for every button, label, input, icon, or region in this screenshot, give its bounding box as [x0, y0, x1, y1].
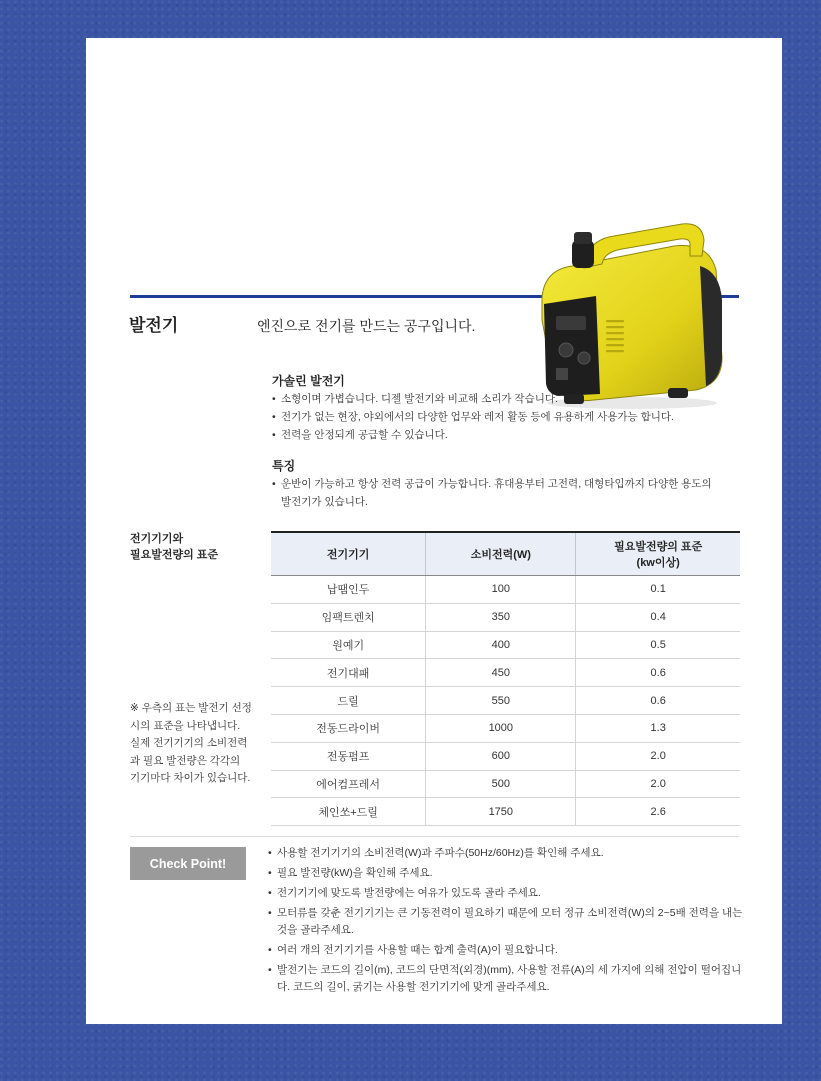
list-item: • 사용할 전기기기의 소비전력(W)과 주파수(50Hz/60Hz)를 확인해 주세요.	[268, 845, 743, 862]
cell-kw: 0.6	[576, 687, 740, 715]
cell-device: 드릴	[271, 687, 426, 715]
cell-watts: 550	[426, 687, 576, 715]
table-row	[271, 770, 740, 798]
section-divider	[130, 836, 739, 837]
list-item: • 소형이며 가볍습니다. 디젤 발전기와 비교해 소리가 작습니다.	[272, 390, 732, 408]
cell-device: 에어컴프레서	[271, 770, 426, 798]
list-item: • 운반이 가능하고 항상 전력 공급이 가능합니다. 휴대용부터 고전력, 대형타입까지 다양한 용도의 발전기가 있습니다.	[272, 475, 712, 511]
cell-device: 체인쏘+드릴	[271, 798, 426, 826]
features-list	[272, 475, 712, 511]
header-required	[576, 532, 740, 576]
list-item: • 모터류를 갖춘 전기기기는 큰 기동전력이 필요하기 때문에 모터 정규 소비전력(W)의 2~5배 전력을 내는 것을 골라주세요.	[268, 905, 743, 939]
generator-image	[524, 208, 724, 413]
cell-watts: 100	[426, 576, 576, 604]
cell-kw: 0.1	[576, 576, 740, 604]
cell-kw: 1.3	[576, 714, 740, 742]
cell-device: 전동드라이버	[271, 714, 426, 742]
cell-watts: 450	[426, 659, 576, 687]
cell-watts: 500	[426, 770, 576, 798]
cell-watts: 400	[426, 631, 576, 659]
list-item: • 전기가 없는 현장, 야외에서의 다양한 업무와 레저 활동 등에 유용하게 사용가능 합니다.	[272, 408, 732, 426]
cell-device: 원예기	[271, 631, 426, 659]
check-point-list	[268, 845, 743, 999]
gasoline-list	[272, 390, 732, 444]
gasoline-title: 가솔린 발전기	[272, 374, 345, 388]
side-title	[130, 531, 218, 563]
list-item: • 전력을 안정되게 공급할 수 있습니다.	[272, 426, 732, 444]
cell-watts: 1000	[426, 714, 576, 742]
section-title: 발전기	[129, 316, 179, 335]
table-row	[271, 742, 740, 770]
list-item: • 전기기기에 맞도록 발전량에는 여유가 있도록 골라 주세요.	[268, 885, 743, 902]
section-intro: 엔진으로 전기를 만드는 공구입니다.	[257, 318, 476, 334]
header-consumption: 소비전력(W)	[426, 532, 576, 576]
list-item: • 여러 개의 전기기기를 사용할 때는 합계 출력(A)이 필요합니다.	[268, 942, 743, 959]
cell-device: 납땜인두	[271, 576, 426, 604]
cell-device: 전동펌프	[271, 742, 426, 770]
table-row	[271, 576, 740, 604]
cell-watts: 600	[426, 742, 576, 770]
cell-device: 임팩트렌치	[271, 603, 426, 631]
side-note: ※ 우측의 표는 발전기 선정시의 표준을 나타냅니다. 실제 전기기기의 소비전력과 필요 발전량은 각각의 기기마다 차이가 있습니다.	[130, 702, 252, 784]
table-row	[271, 659, 740, 687]
table-row	[271, 714, 740, 742]
cell-kw: 2.0	[576, 742, 740, 770]
cell-watts: 1750	[426, 798, 576, 826]
side-title-line: 전기기기와	[130, 533, 184, 545]
table-row	[271, 687, 740, 715]
list-item: • 필요 발전량(kW)을 확인해 주세요.	[268, 865, 743, 882]
cell-watts: 350	[426, 603, 576, 631]
cell-kw: 2.6	[576, 798, 740, 826]
table-header-row	[271, 532, 740, 576]
list-item: • 발전기는 코드의 길이(m), 코드의 단면적(외경)(mm), 사용할 전류(A)의 세 가지에 의해 전압이 떨어집니다. 코드의 길이, 굵기는 사용할 전기기기에 맞게 골라주세요.	[268, 962, 743, 996]
cell-device: 전기대패	[271, 659, 426, 687]
header-required-unit: (kw이상)	[636, 557, 680, 569]
cell-kw: 0.6	[576, 659, 740, 687]
header-required-line: 필요발전량의 표준	[614, 541, 703, 553]
check-point-label: Check Point!	[130, 847, 246, 880]
cell-kw: 0.4	[576, 603, 740, 631]
table-row	[271, 631, 740, 659]
header-device: 전기기기	[271, 532, 426, 576]
features-title: 특징	[272, 459, 296, 473]
power-standard-table	[271, 531, 740, 826]
document-page	[86, 38, 782, 1024]
table-row	[271, 798, 740, 826]
cell-kw: 2.0	[576, 770, 740, 798]
table-row	[271, 603, 740, 631]
side-title-line: 필요발전량의 표준	[130, 549, 219, 561]
cell-kw: 0.5	[576, 631, 740, 659]
